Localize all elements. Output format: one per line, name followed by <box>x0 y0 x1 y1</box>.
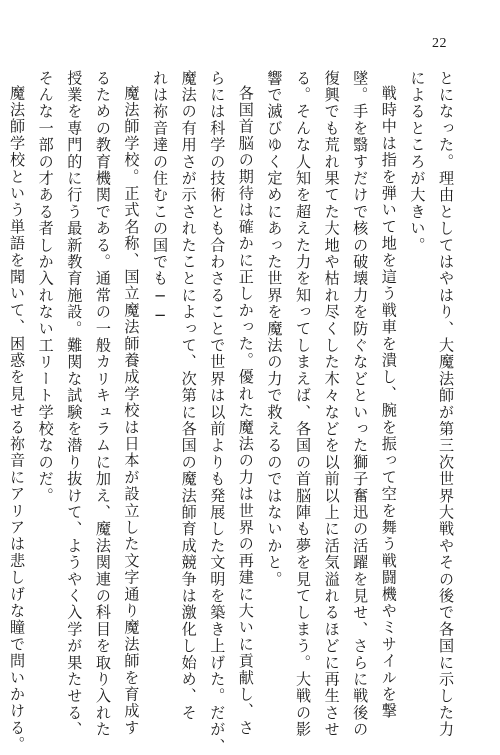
text-line: そんな一部の才ある者しか入れない工リート学校なのだ。 <box>36 70 55 505</box>
text-line: 復興でも荒れ果てた大地や枯れ尽くした木々などを以前以上に活気溢れるほどに再生させ <box>322 70 341 738</box>
text-line: 墜。手を翳すだけで核の破壊力を防ぐなどといった獅子奮迅の活躍を見せ、さらに戦後の <box>351 70 370 738</box>
text-line: らには科学の技術とも合わさることで世界は以前よりも発展した文明を築き上げた。だが、 <box>208 70 227 755</box>
text-line: 響で滅びゆく定めにあった世界を魔法の力で救えるのではないかと。 <box>265 70 284 588</box>
text-line: 各国首脳の期待は確かに正しかった。優れた魔法の力は世界の再建に大いに貢献し、さ <box>236 85 255 737</box>
text-line: 授業を専門的に行う最新教育施設。難関な試験を潜り抜けて、ようやく入学が果たせる、 <box>65 70 84 738</box>
text-line: れは祢音達の住むこの国でも── <box>151 70 170 327</box>
text-line: 戦時中は指を弾いて地を這う戦車を潰し、腕を振って空を舞う戦闘機やミサイルを撃 <box>379 85 398 720</box>
text-line: 魔法の有用さが示されたことによって、次第に各国の魔法師育成競争は激化し始め、そ <box>179 70 198 722</box>
text-line: とになった。理由としてはやはり、大魔法師が第三次世界大戦やその後で各国に示した力 <box>437 70 455 738</box>
text-line: る。そんな人知を超えた力を知ってしまえば、各国の首脳陣も夢を見てしまう。大戦の影 <box>294 70 313 738</box>
text-line: によるところが大きい。 <box>408 70 427 254</box>
body-text <box>0 70 460 755</box>
page-number: 22 <box>432 36 447 51</box>
text-line: るための教育機関である。通常の一般カリキュラムに加え、魔法関連の科目を取り入れた <box>93 70 112 738</box>
text-line: 魔法師学校。正式名称、国立魔法師養成学校は日本が設立した文字通り魔法師を育成す <box>122 85 141 737</box>
text-line: 魔法師学校という単語を聞いて、困惑を見せる祢音にアリアは悲しげな瞳で問いかける。 <box>8 85 27 753</box>
